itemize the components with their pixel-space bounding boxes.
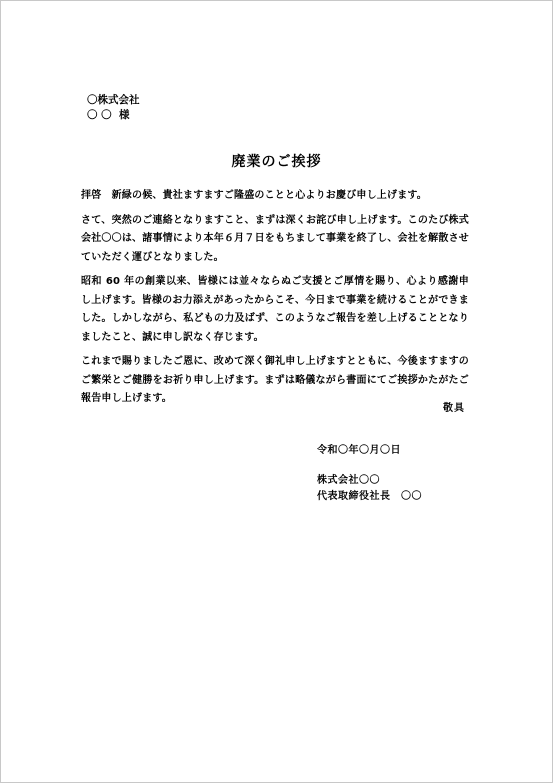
sender-representative: 代表取締役社長 〇〇 (317, 491, 422, 502)
paragraph-announcement: さて、突然のご連絡となりますこと、まずは深くお詫び申し上げます。このたび株式会社〇〇は、諸事情により本年６月７日をもちまして事業を終了し、会社を解散させていただく運びとなりました。 (81, 214, 469, 263)
paragraph-gratitude: 昭和 60 年の創業以来、皆様には並々ならぬご支援とご厚情を賜り、心より感謝申し上げます。皆様のお力添えがあったからこそ、今日まで事業を続けることができました。しかしながら、私どもの力及ばず、このようなご報告を差し上げることとなりましたこと、誠に申し訳なく存じます。 (81, 276, 469, 343)
sender-block (317, 473, 422, 505)
letter-body (81, 187, 469, 415)
recipient-company: 〇株式会社 (87, 94, 140, 106)
letter-date: 令和〇年〇月〇日 (317, 445, 401, 456)
paragraph-greeting: 拝啓 新緑の候、貴社ますますご隆盛のことと心よりお慶び申し上げます。 (81, 190, 427, 201)
closing-word: 敬具 (443, 403, 465, 414)
sender-company: 株式会社〇〇 (317, 475, 380, 486)
recipient-name: 〇 〇 様 (87, 109, 130, 121)
paragraph-farewell: これまで賜りましたご恩に、改めて深く御礼申し上げますとともに、今後ますますのご繁栄とご健勝をお祈り申し上げます。まずは略儀ながら書面にてご挨拶かたがたご報告申し上げます。 (81, 356, 469, 404)
recipient-block (87, 93, 140, 123)
letter-title: 廃業のご挨拶 (231, 154, 322, 170)
